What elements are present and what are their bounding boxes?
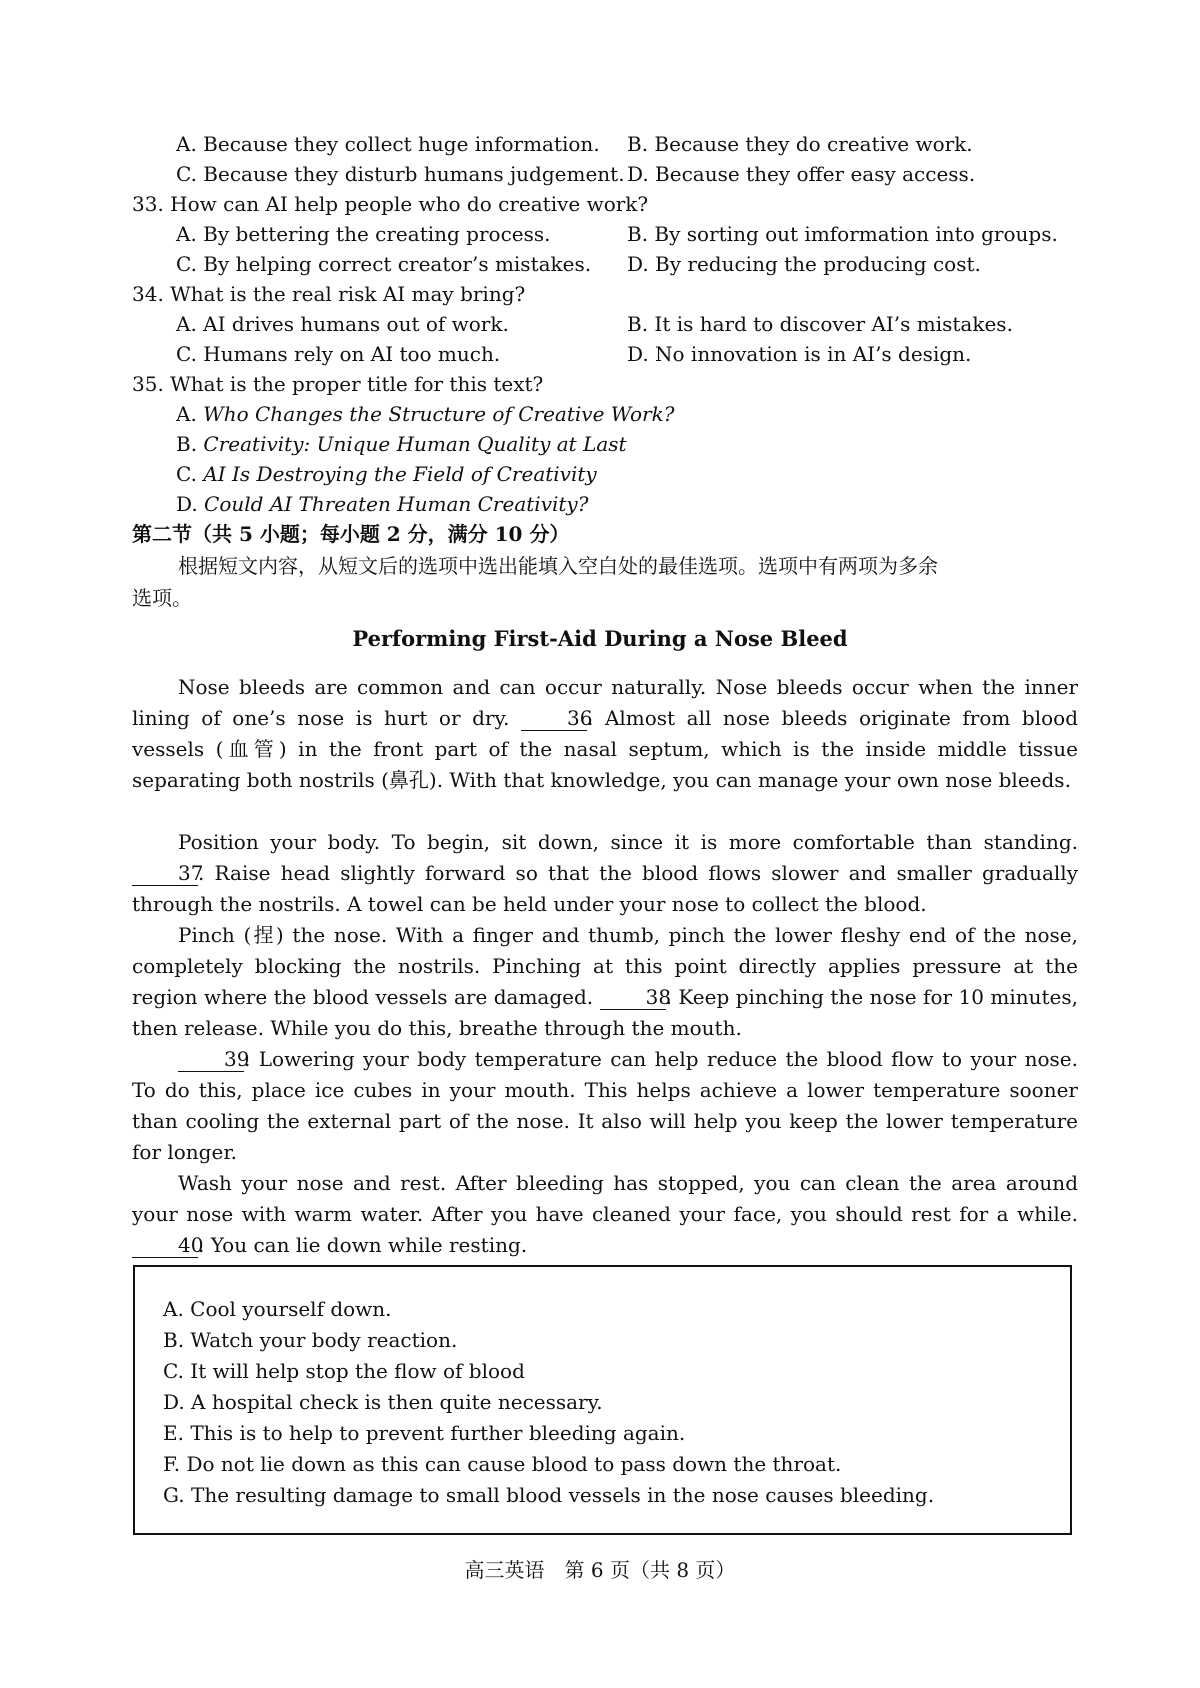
q34-stem: 34. What is the real risk AI may bring? bbox=[132, 282, 526, 306]
paragraph-5-text-a: Wash your nose and rest. After bleeding has stopped, you can clean the area around your nose with warm water. After you have cleaned your face, you should rest for a while. bbox=[132, 1171, 1078, 1226]
q35-option-c bbox=[176, 460, 597, 488]
q33-option-b: B. By sorting out imformation into groups. bbox=[627, 222, 1058, 246]
paragraph-1 bbox=[132, 672, 1078, 796]
q35-option-c-text: AI Is Destroying the Field of Creativity bbox=[203, 462, 597, 486]
choices-box bbox=[133, 1265, 1072, 1535]
section-instruction-line1: 根据短文内容，从短文后的选项中选出能填入空白处的最佳选项。选项中有两项为多余 bbox=[178, 554, 938, 578]
q35-option-d bbox=[176, 490, 588, 518]
q34-option-a: A. AI drives humans out of work. bbox=[176, 312, 509, 336]
blank-38: 38 bbox=[600, 985, 666, 1010]
paragraph-3 bbox=[132, 920, 1078, 1044]
paragraph-3-text-a: Pinch (捏) the nose. With a finger and thumb, pinch the lower fleshy end of the nose, completely blocking the nostrils. Pinching at this point directly applies pressure at the region where the blood vessels are damaged. bbox=[132, 923, 1078, 1009]
blank-36: 36 bbox=[521, 706, 587, 731]
passage-title: Performing First-Aid During a Nose Bleed bbox=[352, 626, 848, 651]
section-heading: 第二节（共 5 小题；每小题 2 分，满分 10 分） bbox=[132, 522, 570, 546]
choice-a: A. Cool yourself down. bbox=[163, 1297, 392, 1321]
choice-b: B. Watch your body reaction. bbox=[163, 1328, 458, 1352]
paragraph-4-text-b: . Lowering your body temperature can help reduce the blood flow to your nose. To do this, place ice cubes in your mouth. This helps achieve a lower temperature sooner than cooling the external part of the nose. It also will help you keep the lower temperature for longer. bbox=[132, 1047, 1078, 1164]
q35-option-a-letter: A. bbox=[176, 402, 197, 426]
choice-g: G. The resulting damage to small blood vessels in the nose causes bleeding. bbox=[163, 1483, 935, 1507]
q35-option-c-letter: C. bbox=[176, 462, 197, 486]
q34-option-b: B. It is hard to discover AI’s mistakes. bbox=[627, 312, 1013, 336]
q32-option-c: C. Because they disturb humans judgement. bbox=[176, 162, 625, 186]
paragraph-2-text-b: . Raise head slightly forward so that the blood flows slower and smaller gradually through the nostrils. A towel can be held under your nose to collect the blood. bbox=[132, 861, 1078, 916]
q34-option-d: D. No innovation is in AI’s design. bbox=[627, 342, 972, 366]
q35-option-a bbox=[176, 400, 674, 428]
q35-option-d-text: Could AI Threaten Human Creativity? bbox=[204, 492, 589, 516]
q33-option-c: C. By helping correct creator’s mistakes. bbox=[176, 252, 592, 276]
paragraph-1-text-b: . Almost all nose bleeds originate from blood vessels (血管) in the front part of the nasal septum, which is the inside middle tissue separating both nostrils (鼻孔). With that knowledge, you can manage your own nose bleeds. bbox=[132, 706, 1079, 792]
blank-40: 40 bbox=[132, 1233, 198, 1258]
paragraph-5-text-b: . You can lie down while resting. bbox=[198, 1233, 528, 1257]
paragraph-1-text-a: Nose bleeds are common and can occur naturally. Nose bleeds occur when the inner lining of one’s nose is hurt or dry. bbox=[132, 675, 1078, 730]
blank-37: 37 bbox=[132, 861, 198, 886]
paragraph-5 bbox=[132, 1168, 1078, 1261]
q35-option-b bbox=[176, 430, 627, 458]
choice-d: D. A hospital check is then quite necessary. bbox=[163, 1390, 603, 1414]
q33-option-a: A. By bettering the creating process. bbox=[176, 222, 551, 246]
q32-option-a: A. Because they collect huge information. bbox=[176, 132, 600, 156]
q34-option-c: C. Humans rely on AI too much. bbox=[176, 342, 501, 366]
choice-e: E. This is to help to prevent further bleeding again. bbox=[163, 1421, 686, 1445]
choice-f: F. Do not lie down as this can cause blood to pass down the throat. bbox=[163, 1452, 842, 1476]
q35-option-a-text: Who Changes the Structure of Creative Work? bbox=[203, 402, 675, 426]
q33-option-d: D. By reducing the producing cost. bbox=[627, 252, 981, 276]
paragraph-2-text-a: Position your body. To begin, sit down, since it is more comfortable than standing. bbox=[178, 830, 1078, 854]
q35-option-b-text: Creativity: Unique Human Quality at Last bbox=[203, 432, 627, 456]
section-instruction-line2: 选项。 bbox=[132, 586, 192, 610]
q35-option-b-letter: B. bbox=[176, 432, 198, 456]
paragraph-4 bbox=[132, 1044, 1078, 1168]
paragraph-2 bbox=[132, 827, 1078, 920]
page-footer: 高三英语 第 6 页（共 8 页） bbox=[464, 1558, 736, 1582]
q35-stem: 35. What is the proper title for this text? bbox=[132, 372, 544, 396]
q33-stem: 33. How can AI help people who do creative work? bbox=[132, 192, 649, 216]
q32-option-d: D. Because they offer easy access. bbox=[627, 162, 976, 186]
paragraph-3-text-b: . Keep pinching the nose for 10 minutes, then release. While you do this, breathe through the mouth. bbox=[132, 985, 1079, 1040]
choice-c: C. It will help stop the flow of blood bbox=[163, 1359, 525, 1383]
q32-option-b: B. Because they do creative work. bbox=[627, 132, 973, 156]
q35-option-d-letter: D. bbox=[176, 492, 198, 516]
blank-39: 39 bbox=[178, 1047, 244, 1072]
